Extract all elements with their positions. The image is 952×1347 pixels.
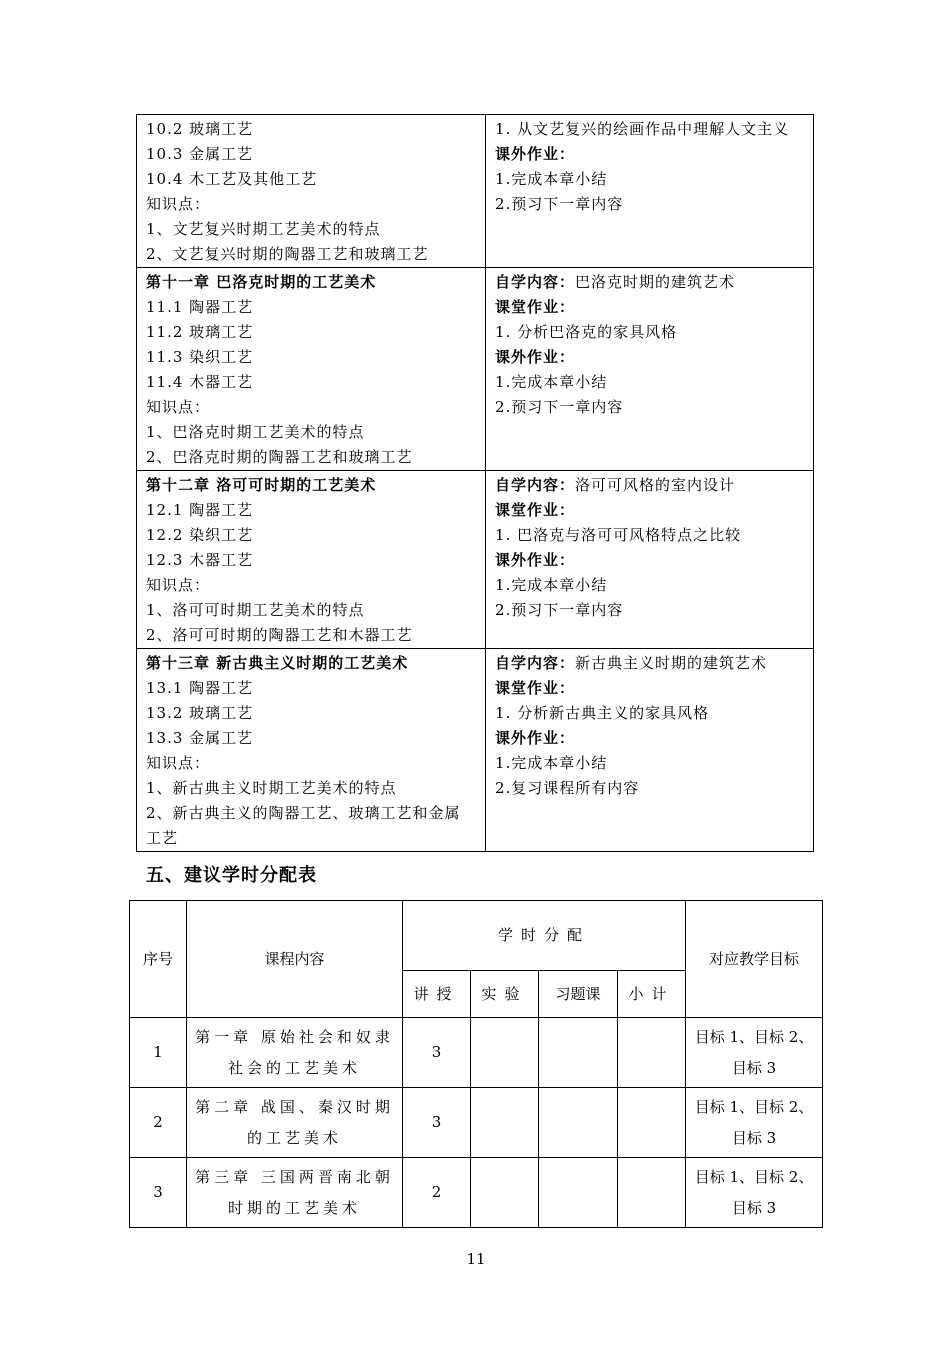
cell-experiment: [471, 1158, 539, 1228]
assignment-label: 课外作业：: [495, 551, 576, 569]
section-title: 五、建议学时分配表: [146, 865, 317, 886]
chapter-outline-cell: [137, 471, 486, 649]
assignment-line: [495, 370, 804, 395]
assignment-line: [495, 473, 804, 498]
outline-line: 2、巴洛克时期的陶器工艺和玻璃工艺: [146, 448, 413, 466]
outline-line: 11.3 染织工艺: [146, 348, 254, 366]
assignment-line: [495, 192, 804, 217]
assignment-line: [495, 776, 804, 801]
table-row: [130, 1088, 823, 1158]
outline-line: 10.3 金属工艺: [146, 145, 254, 163]
chapter-title: 第十一章 巴洛克时期的工艺美术: [146, 273, 377, 291]
header-experiment: 实验: [471, 971, 539, 1018]
outline-line: 13.3 金属工艺: [146, 729, 254, 747]
assignment-text: 1.完成本章小结: [495, 170, 608, 188]
cell-subtotal: [618, 1158, 686, 1228]
syllabus-row: [137, 471, 814, 649]
outline-line: 13.1 陶器工艺: [146, 679, 254, 697]
assignment-text: 1. 分析新古典主义的家具风格: [495, 704, 710, 722]
header-allocation: 学时分配: [403, 901, 686, 971]
assignment-line: [495, 498, 804, 523]
cell-goals: 目标 1、目标 2、目标 3: [686, 1158, 823, 1228]
outline-line: 12.2 染织工艺: [146, 526, 254, 544]
cell-experiment: [471, 1018, 539, 1088]
cell-content: 第二章 战国、秦汉时期的工艺美术: [187, 1088, 403, 1158]
outline-line: 10.2 玻璃工艺: [146, 120, 254, 138]
assignment-text: 1.完成本章小结: [495, 576, 608, 594]
assignment-line: [495, 295, 804, 320]
assignment-line: [495, 676, 804, 701]
assignment-line: [495, 573, 804, 598]
hours-body: [130, 901, 823, 1228]
syllabus-row: [137, 268, 814, 471]
assignments-cell: [486, 268, 814, 471]
outline-line: 12.3 木器工艺: [146, 551, 254, 569]
outline-line: 知识点：: [146, 398, 211, 416]
assignment-text: 1. 巴洛克与洛可可风格特点之比较: [495, 526, 742, 544]
cell-seq: 2: [130, 1088, 187, 1158]
assignments-cell: [486, 471, 814, 649]
cell-goals: 目标 1、目标 2、目标 3: [686, 1018, 823, 1088]
syllabus-body: [137, 115, 814, 852]
assignment-label: 课堂作业：: [495, 298, 576, 316]
assignment-line: [495, 395, 804, 420]
assignment-line: [495, 167, 804, 192]
hours-table: [129, 900, 823, 1228]
outline-line: 11.1 陶器工艺: [146, 298, 254, 316]
assignment-label: 自学内容：: [495, 476, 576, 494]
assignment-text: 1.完成本章小结: [495, 754, 608, 772]
header-subtotal: 小计: [618, 971, 686, 1018]
chapter-title: 第十二章 洛可可时期的工艺美术: [146, 476, 377, 494]
outline-line: 11.2 玻璃工艺: [146, 323, 254, 341]
chapter-outline-cell: [137, 268, 486, 471]
cell-subtotal: [618, 1018, 686, 1088]
assignment-label: 自学内容：: [495, 654, 576, 672]
header-seq: 序号: [130, 901, 187, 1018]
assignment-label: 课外作业：: [495, 729, 576, 747]
header-row: [130, 901, 823, 971]
assignment-text: 洛可可风格的室内设计: [575, 476, 736, 494]
assignment-line: [495, 523, 804, 548]
table-row: [130, 1158, 823, 1228]
chapter-title: 第十三章 新古典主义时期的工艺美术: [146, 654, 409, 672]
chapter-outline-cell: [137, 115, 486, 268]
outline-line: 1、新古典主义时期工艺美术的特点: [146, 779, 397, 797]
assignment-text: 1.完成本章小结: [495, 373, 608, 391]
assignment-text: 2.预习下一章内容: [495, 601, 624, 619]
assignment-label: 课堂作业：: [495, 501, 576, 519]
chapter-outline-cell: [137, 649, 486, 852]
outline-line: 知识点：: [146, 576, 211, 594]
assignment-line: [495, 345, 804, 370]
cell-content: 第一章 原始社会和奴隶社会的工艺美术: [187, 1018, 403, 1088]
table-row: [130, 1018, 823, 1088]
syllabus-table: [136, 114, 814, 852]
cell-seq: 3: [130, 1158, 187, 1228]
assignment-line: [495, 117, 804, 142]
assignment-text: 2.复习课程所有内容: [495, 779, 640, 797]
outline-line: 12.1 陶器工艺: [146, 501, 254, 519]
assignment-line: [495, 270, 804, 295]
assignment-label: 课外作业：: [495, 348, 576, 366]
assignment-text: 1. 分析巴洛克的家具风格: [495, 323, 678, 341]
header-goals: 对应教学目标: [686, 901, 823, 1018]
cell-exercise: [539, 1088, 618, 1158]
outline-line: 2、新古典主义的陶器工艺、玻璃工艺和金属工艺: [146, 804, 461, 847]
cell-subtotal: [618, 1088, 686, 1158]
syllabus-row: [137, 115, 814, 268]
assignment-line: [495, 142, 804, 167]
outline-line: 11.4 木器工艺: [146, 373, 254, 391]
outline-line: 13.2 玻璃工艺: [146, 704, 254, 722]
cell-experiment: [471, 1088, 539, 1158]
assignment-line: [495, 548, 804, 573]
assignment-text: 巴洛克时期的建筑艺术: [575, 273, 736, 291]
assignment-text: 2.预习下一章内容: [495, 398, 624, 416]
cell-exercise: [539, 1018, 618, 1088]
assignment-line: [495, 701, 804, 726]
cell-lecture: 3: [403, 1088, 471, 1158]
assignments-cell: [486, 115, 814, 268]
outline-line: 2、洛可可时期的陶器工艺和木器工艺: [146, 626, 413, 644]
outline-line: 1、巴洛克时期工艺美术的特点: [146, 423, 365, 441]
cell-lecture: 3: [403, 1018, 471, 1088]
assignment-line: [495, 751, 804, 776]
assignment-label: 课堂作业：: [495, 679, 576, 697]
header-lecture: 讲授: [403, 971, 471, 1018]
header-exercise: 习题课: [539, 971, 618, 1018]
cell-seq: 1: [130, 1018, 187, 1088]
assignment-line: [495, 598, 804, 623]
assignment-label: 自学内容：: [495, 273, 576, 291]
cell-goals: 目标 1、目标 2、目标 3: [686, 1088, 823, 1158]
outline-line: 1、洛可可时期工艺美术的特点: [146, 601, 365, 619]
cell-exercise: [539, 1158, 618, 1228]
outline-line: 2、文艺复兴时期的陶器工艺和玻璃工艺: [146, 245, 429, 263]
page-number: 11: [466, 1250, 486, 1268]
assignment-label: 课外作业：: [495, 145, 576, 163]
assignment-line: [495, 320, 804, 345]
cell-content: 第三章 三国两晋南北朝时期的工艺美术: [187, 1158, 403, 1228]
syllabus-row: [137, 649, 814, 852]
assignment-line: [495, 651, 804, 676]
assignment-text: 1. 从文艺复兴的绘画作品中理解人文主义: [495, 120, 790, 138]
header-content: 课程内容: [187, 901, 403, 1018]
cell-lecture: 2: [403, 1158, 471, 1228]
assignment-text: 2.预习下一章内容: [495, 195, 624, 213]
outline-line: 1、文艺复兴时期工艺美术的特点: [146, 220, 381, 238]
outline-line: 知识点：: [146, 195, 211, 213]
outline-line: 10.4 木工艺及其他工艺: [146, 170, 318, 188]
assignment-line: [495, 726, 804, 751]
assignment-text: 新古典主义时期的建筑艺术: [575, 654, 768, 672]
assignments-cell: [486, 649, 814, 852]
outline-line: 知识点：: [146, 754, 211, 772]
